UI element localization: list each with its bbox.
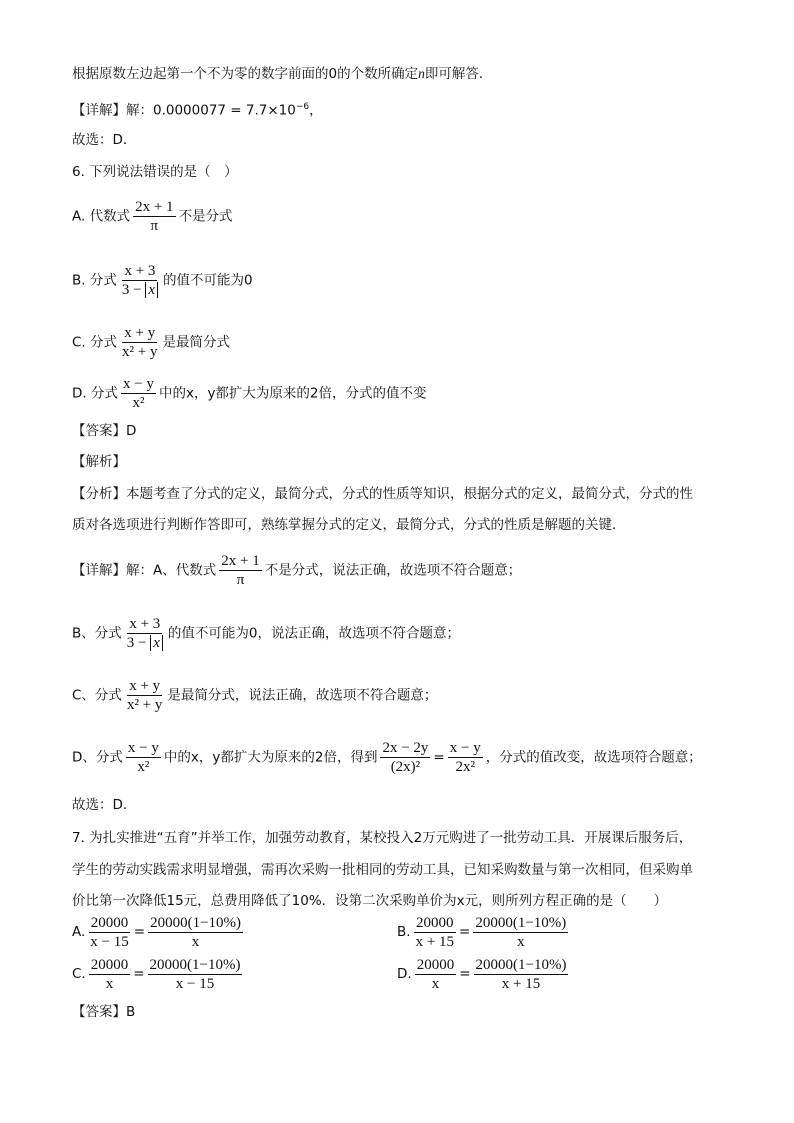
- choose-q5: 故选：D．: [72, 132, 137, 148]
- equals-sign: =: [433, 749, 445, 766]
- numerator: x − y: [127, 740, 159, 756]
- denominator: x + 15: [501, 976, 541, 992]
- denominator: [125, 634, 165, 652]
- option-label: C. 分式: [72, 334, 118, 351]
- choose-q6: 故选：D．: [72, 797, 137, 813]
- detail-text-end: 不是分式，说法正确，故选项不符合题意；: [264, 562, 522, 579]
- option-label: A. 代数式: [72, 208, 131, 225]
- detail-text: B、分式: [72, 625, 122, 642]
- fraction: [380, 739, 430, 776]
- q7-option-a: [72, 914, 246, 951]
- detail-q5: [72, 97, 323, 121]
- question-7-line-3: 价比第一次降低15元，总费用降低了10%．设第二次采购单价为x元，则所列方程正确的是（ ）: [72, 893, 668, 909]
- equals-sign: =: [459, 966, 471, 982]
- denominator: x + 15: [415, 934, 455, 950]
- fraction: [120, 262, 160, 299]
- fraction: [415, 956, 457, 993]
- q7-option-b: [397, 914, 571, 951]
- analysis-line-1: 【分析】本题考查了分式的定义，最简分式，分式的性质等知识，根据分式的定义，最简分式，分式的性: [72, 486, 693, 502]
- answer-q7: 【答案】B: [72, 1004, 136, 1020]
- denominator: [120, 281, 160, 299]
- numerator: x − y: [122, 376, 154, 392]
- fraction: [148, 914, 243, 951]
- detail-q6-a: [72, 552, 521, 589]
- numerator: x + y: [124, 325, 156, 341]
- denominator: x² + y: [122, 344, 158, 360]
- fraction: [88, 914, 130, 951]
- numerator: x + y: [129, 678, 161, 694]
- fraction: [125, 615, 165, 652]
- q6-option-b: [72, 262, 253, 299]
- fraction: [219, 552, 261, 589]
- fraction: [121, 375, 156, 412]
- numerator: 20000: [90, 915, 129, 931]
- equals-sign: =: [459, 924, 471, 940]
- answer-q6: 【答案】D: [72, 423, 137, 439]
- numerator: 20000: [416, 957, 455, 973]
- denominator: x²: [132, 395, 145, 411]
- detail-text-end: 是最简分式，说法正确，故选项不符合题意；: [167, 687, 438, 704]
- absolute-value: x: [145, 282, 158, 298]
- denominator: 2x²: [455, 759, 475, 775]
- denominator: x: [517, 934, 525, 950]
- fraction: [473, 914, 568, 951]
- question-6: 6. 下列说法错误的是（ ）: [72, 164, 238, 180]
- detail-label: 【详解】: [72, 102, 126, 119]
- option-label: A.: [72, 924, 86, 940]
- option-text: 是最简分式: [162, 334, 230, 351]
- numerator: x − y: [449, 740, 481, 756]
- detail-text-end: ，分式的值改变，故选项符合题意；: [485, 749, 702, 766]
- numerator: 20000: [90, 957, 129, 973]
- denominator: x − 15: [90, 934, 129, 950]
- q6-option-d: [72, 375, 427, 412]
- q6-option-a: [72, 198, 233, 235]
- numerator: 2x − 2y: [382, 740, 429, 756]
- analysis-label: 【解析】: [72, 454, 126, 470]
- q7-option-c: [72, 956, 245, 993]
- q6-option-c: [72, 324, 230, 361]
- option-text: 中的x，y都扩大为原来的2倍，分式的值不变: [158, 385, 427, 402]
- denominator: x² + y: [126, 697, 163, 713]
- fraction: [474, 956, 569, 993]
- variable-n: n: [418, 66, 425, 81]
- option-label: D.: [397, 966, 412, 982]
- denominator: π: [150, 218, 159, 234]
- detail-text: 【详解】解：A、代数式: [72, 562, 217, 579]
- numerator: x + 3: [129, 616, 161, 632]
- denominator: x − 15: [175, 976, 215, 992]
- denominator: x: [105, 976, 114, 992]
- numerator: x + 3: [124, 263, 156, 279]
- numerator: 20000: [416, 915, 454, 931]
- option-label: B. 分式: [72, 272, 117, 289]
- equals-sign: =: [133, 924, 146, 940]
- fraction: [125, 677, 164, 714]
- numerator: 20000(1−10%): [475, 915, 567, 931]
- numerator: 20000(1−10%): [150, 915, 242, 931]
- numerator: 20000(1−10%): [149, 957, 241, 973]
- solution-text-part: 根据原数左边起第一个不为零的数字前面的0的个数所确定: [72, 66, 419, 82]
- solution-text-end: 即可解答．: [424, 66, 493, 82]
- detail-end: ，: [309, 102, 323, 119]
- detail-text-end: 的值不可能为0，说法正确，故选项不符合题意；: [167, 625, 460, 642]
- option-label: D. 分式: [72, 385, 118, 402]
- option-text: 的值不可能为0: [163, 272, 253, 289]
- fraction: [133, 198, 175, 235]
- equals-sign: =: [133, 966, 145, 982]
- denominator: x: [191, 934, 200, 950]
- option-text: 不是分式: [178, 208, 233, 225]
- fraction: [148, 956, 243, 993]
- denominator: x²: [137, 759, 150, 775]
- absolute-value: x: [150, 635, 163, 651]
- detail-q6-c: [72, 677, 437, 714]
- fraction: [414, 914, 456, 951]
- numerator: 2x + 1: [135, 199, 174, 215]
- q7-option-d: [397, 956, 571, 993]
- option-label: C.: [72, 966, 86, 982]
- exponent: −6: [295, 102, 310, 112]
- detail-text: 解：0.0000077 = 7.7×10: [126, 102, 296, 119]
- analysis-line-2: 质对各选项进行判断作答即可，熟练掌握分式的定义，最简分式，分式的性质是解题的关键．: [72, 517, 626, 533]
- denominator: (2x)²: [390, 759, 421, 775]
- numerator: 2x + 1: [221, 553, 260, 569]
- detail-text: C、分式: [72, 687, 122, 704]
- fraction: [126, 739, 161, 776]
- fraction: [89, 956, 131, 993]
- denominator-part: 3 −: [121, 282, 146, 298]
- denominator: π: [236, 572, 245, 588]
- numerator: 20000(1−10%): [475, 957, 567, 973]
- question-7-line-2: 学生的劳动实践需求明显增强，需再次采购一批相同的劳动工具，已知采购数量与第一次相同，但采购单: [72, 862, 693, 878]
- option-label: B.: [397, 924, 411, 940]
- detail-q6-b: [72, 615, 460, 652]
- detail-text: D、分式: [72, 749, 123, 766]
- detail-q6-d: [72, 739, 702, 776]
- solution-text: [72, 64, 492, 84]
- denominator: x: [431, 976, 440, 992]
- fraction: [120, 324, 159, 361]
- denominator-part: 3 −: [126, 635, 151, 651]
- fraction: [448, 739, 483, 776]
- detail-text-mid: 中的x，y都扩大为原来的2倍，得到: [163, 749, 378, 766]
- question-7-line-1: 7. 为扎实推进“五育”并举工作，加强劳动教育，某校投入2万元购进了一批劳动工具．开展课后服务后，: [72, 830, 693, 846]
